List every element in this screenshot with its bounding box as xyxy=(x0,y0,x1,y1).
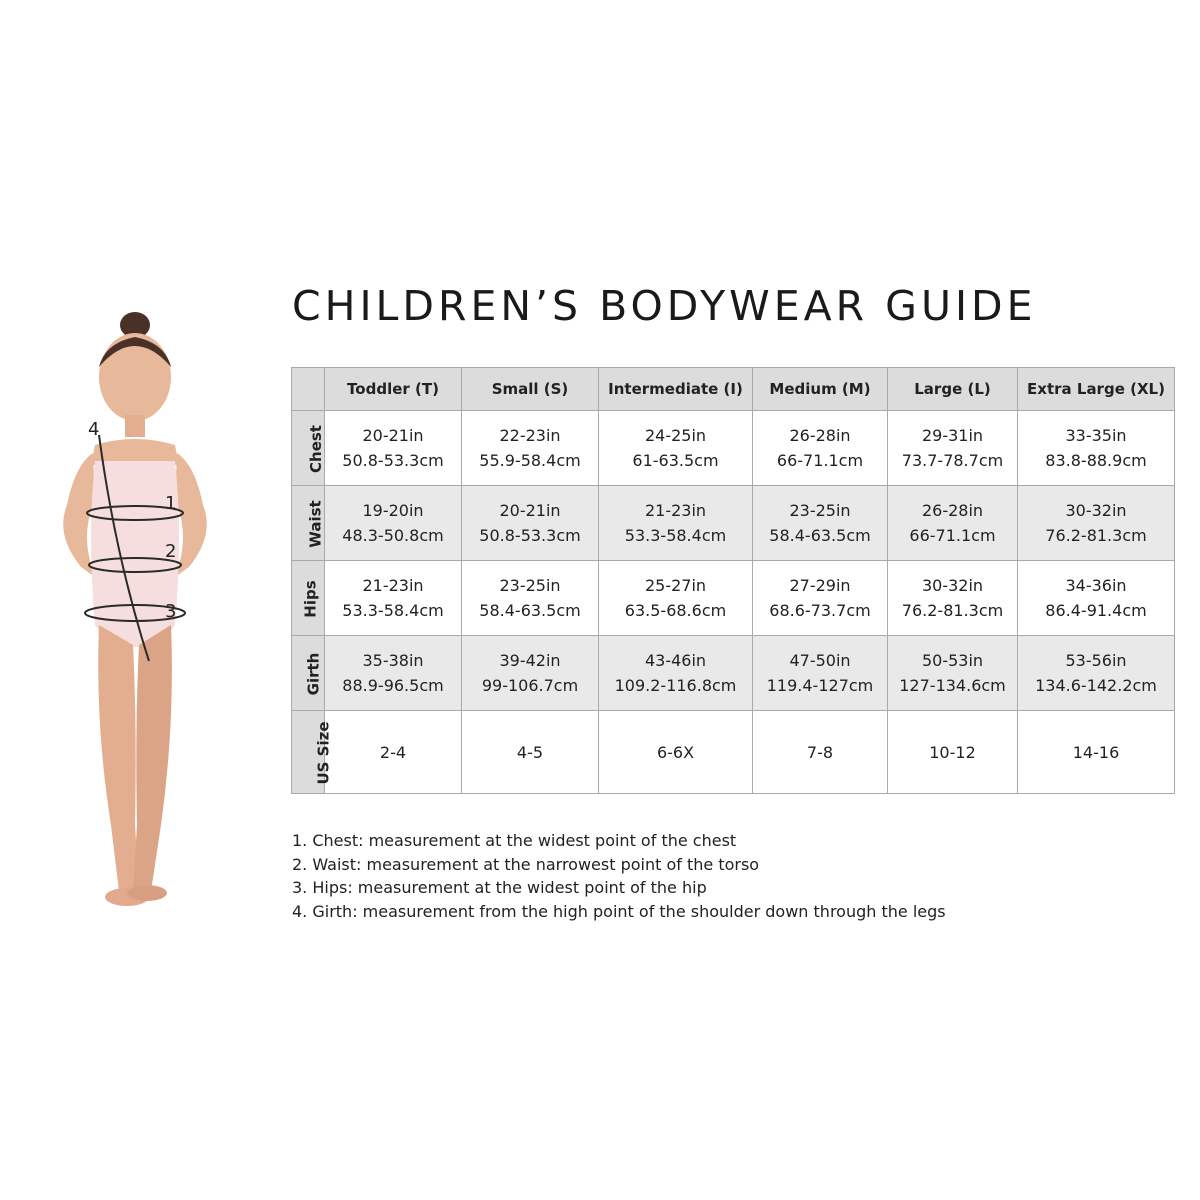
column-header: Small (S) xyxy=(462,368,599,411)
cell-cm: 127-134.6cm xyxy=(899,676,1006,695)
cell-inches: 35-38in xyxy=(362,651,424,670)
cell-inches: 30-32in xyxy=(921,576,984,595)
cell-cm: 53.3-58.4cm xyxy=(342,601,444,620)
cell-cm: 48.3-50.8cm xyxy=(342,526,444,545)
table-cell: 7-8 xyxy=(753,711,888,794)
table-cell xyxy=(888,486,1018,561)
cell-inches: 21-23in xyxy=(644,501,707,520)
row-label: US Size xyxy=(314,720,333,785)
cell-inches: 25-27in xyxy=(644,576,707,595)
table-cell xyxy=(1018,561,1175,636)
cell-inches: 21-23in xyxy=(362,576,424,595)
cell-inches: 27-29in xyxy=(789,576,851,595)
marker-waist: 2 xyxy=(165,541,177,562)
cell-inches: 22-23in xyxy=(499,426,561,445)
row-header xyxy=(292,711,333,794)
table-row-girth xyxy=(292,636,1175,711)
table-row-chest xyxy=(292,411,1175,486)
cell-inches: 34-36in xyxy=(1065,576,1127,595)
cell-inches: 30-32in xyxy=(1065,501,1127,520)
table-cell xyxy=(753,486,888,561)
marker-chest: 1 xyxy=(165,493,177,514)
child-figure-svg xyxy=(15,305,270,925)
table-cell xyxy=(888,411,1018,486)
cell-cm: 50.8-53.3cm xyxy=(342,451,444,470)
cell-inches: 39-42in xyxy=(499,651,561,670)
table-cell: 10-12 xyxy=(888,711,1018,794)
table-cell xyxy=(599,636,753,711)
cell-cm: 73.7-78.7cm xyxy=(901,451,1004,470)
column-header: Large (L) xyxy=(888,368,1018,411)
cell-inches: 26-28in xyxy=(921,501,984,520)
table-cell xyxy=(325,411,462,486)
note-girth: 4. Girth: measurement from the high point of the shoulder down through the legs xyxy=(292,901,946,921)
cell-inches: 23-25in xyxy=(499,576,561,595)
cell-inches: 20-21in xyxy=(499,501,561,520)
table-row-us-size xyxy=(292,711,1175,794)
table-cell xyxy=(462,636,599,711)
marker-hips: 3 xyxy=(165,601,177,622)
table-cell xyxy=(325,486,462,561)
cell-cm: 63.5-68.6cm xyxy=(624,601,727,620)
table-cell xyxy=(462,411,599,486)
note-waist: 2. Waist: measurement at the narrowest point of the torso xyxy=(292,854,760,874)
cell-cm: 88.9-96.5cm xyxy=(342,676,444,695)
row-label: Girth xyxy=(304,652,323,695)
cell-cm: 55.9-58.4cm xyxy=(479,451,581,470)
table-cell: 6-6X xyxy=(599,711,753,794)
cell-cm: 66-71.1cm xyxy=(909,526,996,545)
table-cell: 14-16 xyxy=(1018,711,1175,794)
table-cell xyxy=(1018,486,1175,561)
table-cell xyxy=(753,561,888,636)
cell-cm: 58.4-63.5cm xyxy=(479,601,581,620)
cell-cm: 119.4-127cm xyxy=(766,676,874,695)
marker-girth: 4 xyxy=(88,419,100,440)
table-cell xyxy=(1018,636,1175,711)
table-row-waist xyxy=(292,486,1175,561)
cell-inches: 19-20in xyxy=(362,501,424,520)
column-header: Medium (M) xyxy=(753,368,888,411)
cell-inches: 33-35in xyxy=(1065,426,1127,445)
table-cell xyxy=(753,636,888,711)
cell-cm: 61-63.5cm xyxy=(632,451,719,470)
cell-inches: 43-46in xyxy=(644,651,707,670)
cell-cm: 76.2-81.3cm xyxy=(1045,526,1147,545)
table-cell xyxy=(753,411,888,486)
cell-cm: 109.2-116.8cm xyxy=(614,676,737,695)
row-header xyxy=(292,411,325,486)
table-cell xyxy=(888,561,1018,636)
table-cell xyxy=(599,486,753,561)
cell-cm: 83.8-88.9cm xyxy=(1045,451,1147,470)
column-header: Toddler (T) xyxy=(325,368,462,411)
cell-inches: 20-21in xyxy=(362,426,424,445)
row-label: Chest xyxy=(306,424,325,473)
table-row-hips xyxy=(292,561,1175,636)
cell-cm: 58.4-63.5cm xyxy=(769,526,871,545)
guide-title: CHILDREN’S BODYWEAR GUIDE xyxy=(292,282,1037,330)
table-cell xyxy=(462,561,599,636)
cell-inches: 29-31in xyxy=(921,426,984,445)
table-cell: 4-5 xyxy=(462,711,599,794)
table-cell xyxy=(599,561,753,636)
table-corner xyxy=(292,368,325,411)
row-label: Hips xyxy=(301,579,320,618)
column-header: Extra Large (XL) xyxy=(1018,368,1175,411)
column-header: Intermediate (I) xyxy=(599,368,753,411)
table-cell: 2-4 xyxy=(325,711,462,794)
row-header xyxy=(292,486,325,561)
table-cell xyxy=(325,561,462,636)
table-cell xyxy=(888,636,1018,711)
row-header xyxy=(292,561,325,636)
cell-inches: 24-25in xyxy=(644,426,707,445)
cell-inches: 53-56in xyxy=(1065,651,1127,670)
cell-cm: 86.4-91.4cm xyxy=(1045,601,1147,620)
row-label: Waist xyxy=(306,499,325,548)
child-figure-illustration xyxy=(15,305,270,925)
cell-cm: 134.6-142.2cm xyxy=(1035,676,1157,695)
table-cell xyxy=(325,636,462,711)
table-cell xyxy=(1018,411,1175,486)
cell-inches: 23-25in xyxy=(789,501,851,520)
cell-cm: 53.3-58.4cm xyxy=(624,526,727,545)
cell-cm: 76.2-81.3cm xyxy=(901,601,1004,620)
row-header xyxy=(292,636,325,711)
cell-cm: 50.8-53.3cm xyxy=(479,526,581,545)
measurement-notes xyxy=(292,829,1152,923)
note-hips: 3. Hips: measurement at the widest point of the hip xyxy=(292,878,707,897)
size-table xyxy=(291,367,1175,794)
table-cell xyxy=(462,486,599,561)
table-cell xyxy=(599,411,753,486)
cell-cm: 99-106.7cm xyxy=(481,676,579,695)
note-chest: 1. Chest: measurement at the widest point of the chest xyxy=(292,831,737,850)
cell-cm: 66-71.1cm xyxy=(776,451,864,470)
cell-inches: 47-50in xyxy=(789,651,851,670)
cell-inches: 26-28in xyxy=(789,426,851,445)
cell-inches: 50-53in xyxy=(921,651,984,670)
cell-cm: 68.6-73.7cm xyxy=(769,601,871,620)
